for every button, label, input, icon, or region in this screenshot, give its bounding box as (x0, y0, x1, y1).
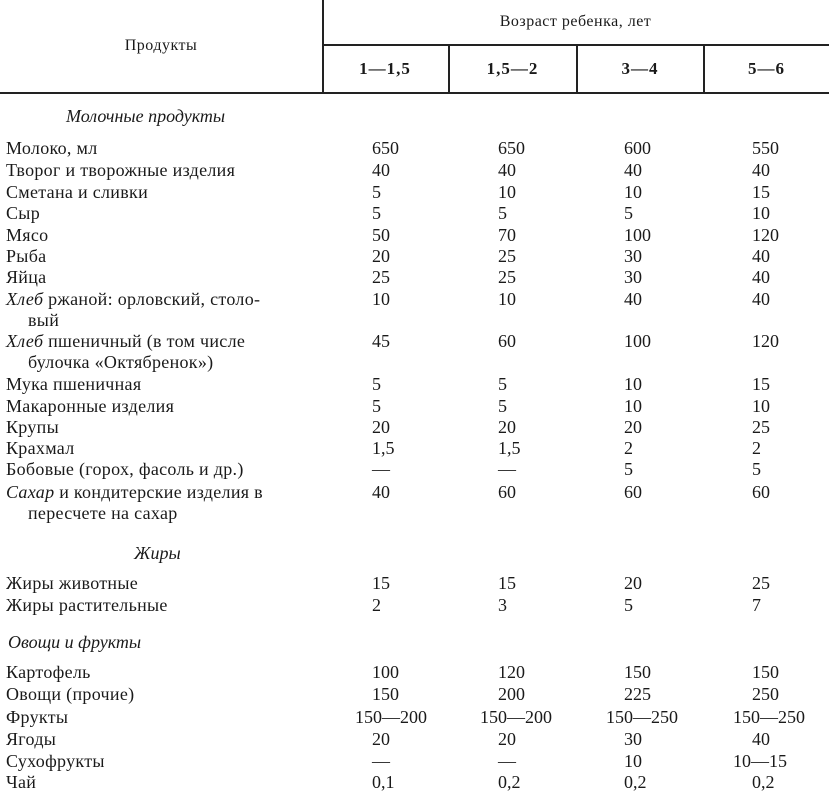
cell-value: 1,5 (498, 438, 521, 458)
cell-value: 30 (624, 246, 642, 266)
cell-value: 5 (624, 595, 633, 615)
cell-value: 150 (624, 662, 651, 682)
cell-value: 150 (372, 684, 399, 704)
row-label: Ягоды (6, 729, 57, 749)
header-products: Продукты (124, 37, 198, 54)
cell-value: 10 (498, 289, 516, 309)
cell-value: 7 (752, 595, 761, 615)
cell-value: 0,2 (752, 772, 775, 792)
cell-value: 5 (372, 203, 381, 223)
cell-value: 45 (372, 331, 390, 351)
cell-value: — (372, 751, 390, 771)
row-label: Рыба (6, 246, 47, 266)
row-label: Сметана и сливки (6, 182, 148, 202)
row-label: Жиры животные (6, 573, 139, 593)
row-label-text: ржаной: орловский, столо- (43, 289, 261, 309)
cell-value: 30 (624, 267, 642, 287)
cell-value: 10 (752, 396, 770, 416)
cell-value: 600 (624, 138, 651, 158)
cell-value: 70 (498, 225, 516, 245)
cell-value: 20 (624, 417, 642, 437)
row-label: Овощи (прочие) (6, 684, 135, 704)
cell-value: 0,2 (498, 772, 521, 792)
cell-value: 10 (752, 203, 770, 223)
cell-value: 150—250 (606, 707, 678, 727)
cell-value: 20 (372, 417, 390, 437)
row-label: Молоко, мл (6, 138, 98, 158)
row-label: Крахмал (6, 438, 75, 458)
row-label: Сухофрукты (6, 751, 105, 771)
cell-value: 650 (498, 138, 525, 158)
cell-value: 60 (498, 331, 516, 351)
row-label (6, 331, 336, 373)
row-label-text: и кондитерские изделия в (54, 482, 263, 502)
cell-value: 5 (624, 203, 633, 223)
col-header-2: 1,5—2 (486, 58, 539, 78)
cell-value: 5 (624, 459, 633, 479)
cell-value: 15 (498, 573, 516, 593)
cell-value: 20 (624, 573, 642, 593)
cell-value: 40 (752, 246, 770, 266)
row-label: Бобовые (горох, фасоль и др.) (6, 459, 244, 479)
cell-value: 20 (498, 417, 516, 437)
section-veg: Овощи и фрукты (8, 632, 142, 652)
cell-value: 20 (498, 729, 516, 749)
row-label: Сыр (6, 203, 40, 223)
row-label (6, 482, 336, 524)
section-dairy: Молочные продукты (66, 106, 226, 126)
cell-value: 60 (624, 482, 642, 502)
cell-value: 40 (372, 160, 390, 180)
cell-value: 3 (498, 595, 507, 615)
cell-value: 250 (752, 684, 779, 704)
cell-value: 40 (752, 729, 770, 749)
row-label-italic: Хлеб (6, 331, 44, 351)
cell-value: 60 (498, 482, 516, 502)
cell-value: 120 (752, 225, 779, 245)
cell-value: 650 (372, 138, 399, 158)
row-label: Крупы (6, 417, 59, 437)
cell-value: 150—200 (480, 707, 552, 727)
cell-value: 100 (372, 662, 399, 682)
header-age: Возраст ребенка, лет (499, 13, 652, 30)
cell-value: — (498, 751, 516, 771)
row-label-italic: Сахар (6, 482, 55, 502)
cell-value: 120 (498, 662, 525, 682)
cell-value: 150—250 (733, 707, 805, 727)
cell-value: 25 (752, 573, 770, 593)
col-header-3: 3—4 (621, 58, 659, 78)
cell-value: 10 (624, 374, 642, 394)
cell-value: 15 (752, 374, 770, 394)
cell-value: 10 (624, 751, 642, 771)
cell-value: 15 (752, 182, 770, 202)
row-label-continuation: вый (28, 310, 60, 330)
section-fats: Жиры (134, 543, 181, 563)
cell-value: 25 (372, 267, 390, 287)
cell-value: 40 (752, 160, 770, 180)
cell-value: 2 (372, 595, 381, 615)
cell-value: 5 (372, 374, 381, 394)
row-label: Жиры растительные (6, 595, 168, 615)
cell-value: 40 (624, 160, 642, 180)
cell-value: 40 (372, 482, 390, 502)
cell-value: 5 (498, 203, 507, 223)
cell-value: 50 (372, 225, 390, 245)
row-label: Мука пшеничная (6, 374, 142, 394)
cell-value: 25 (752, 417, 770, 437)
row-label: Яйца (6, 267, 47, 287)
cell-value: 10—15 (733, 751, 787, 771)
cell-value: 20 (372, 246, 390, 266)
cell-value: 15 (372, 573, 390, 593)
cell-value: 2 (624, 438, 633, 458)
cell-value: — (498, 459, 516, 479)
row-label-continuation: булочка «Октябренок») (28, 352, 214, 372)
row-label (6, 289, 336, 331)
cell-value: 225 (624, 684, 651, 704)
col-header-1: 1—1,5 (359, 58, 411, 78)
cell-value: 150 (752, 662, 779, 682)
header-rule-bottom (0, 92, 829, 94)
row-label: Творог и творожные изделия (6, 160, 236, 180)
cell-value: 100 (624, 225, 651, 245)
cell-value: 40 (624, 289, 642, 309)
cell-value: 10 (624, 396, 642, 416)
cell-value: 5 (498, 374, 507, 394)
cell-value: 5 (498, 396, 507, 416)
row-label: Макаронные изделия (6, 396, 175, 416)
row-label: Картофель (6, 662, 91, 682)
cell-value: 20 (372, 729, 390, 749)
row-label-continuation: пересчете на сахар (28, 503, 178, 523)
row-label-italic: Хлеб (6, 289, 44, 309)
col-header-4: 5—6 (748, 58, 785, 78)
cell-value: 2 (752, 438, 761, 458)
cell-value: — (372, 459, 390, 479)
cell-value: 5 (372, 182, 381, 202)
row-label-text: пшеничный (в том числе (43, 331, 246, 351)
row-label: Мясо (6, 225, 49, 245)
cell-value: 120 (752, 331, 779, 351)
cell-value: 30 (624, 729, 642, 749)
cell-value: 40 (752, 267, 770, 287)
cell-value: 0,1 (372, 772, 395, 792)
cell-value: 40 (498, 160, 516, 180)
cell-value: 5 (752, 459, 761, 479)
cell-value: 150—200 (355, 707, 427, 727)
cell-value: 0,2 (624, 772, 647, 792)
cell-value: 550 (752, 138, 779, 158)
cell-value: 200 (498, 684, 525, 704)
cell-value: 1,5 (372, 438, 395, 458)
cell-value: 10 (624, 182, 642, 202)
cell-value: 10 (498, 182, 516, 202)
cell-value: 25 (498, 246, 516, 266)
cell-value: 25 (498, 267, 516, 287)
cell-value: 5 (372, 396, 381, 416)
cell-value: 60 (752, 482, 770, 502)
row-label: Чай (6, 772, 37, 792)
cell-value: 40 (752, 289, 770, 309)
row-label: Фрукты (6, 707, 69, 727)
cell-value: 10 (372, 289, 390, 309)
cell-value: 100 (624, 331, 651, 351)
